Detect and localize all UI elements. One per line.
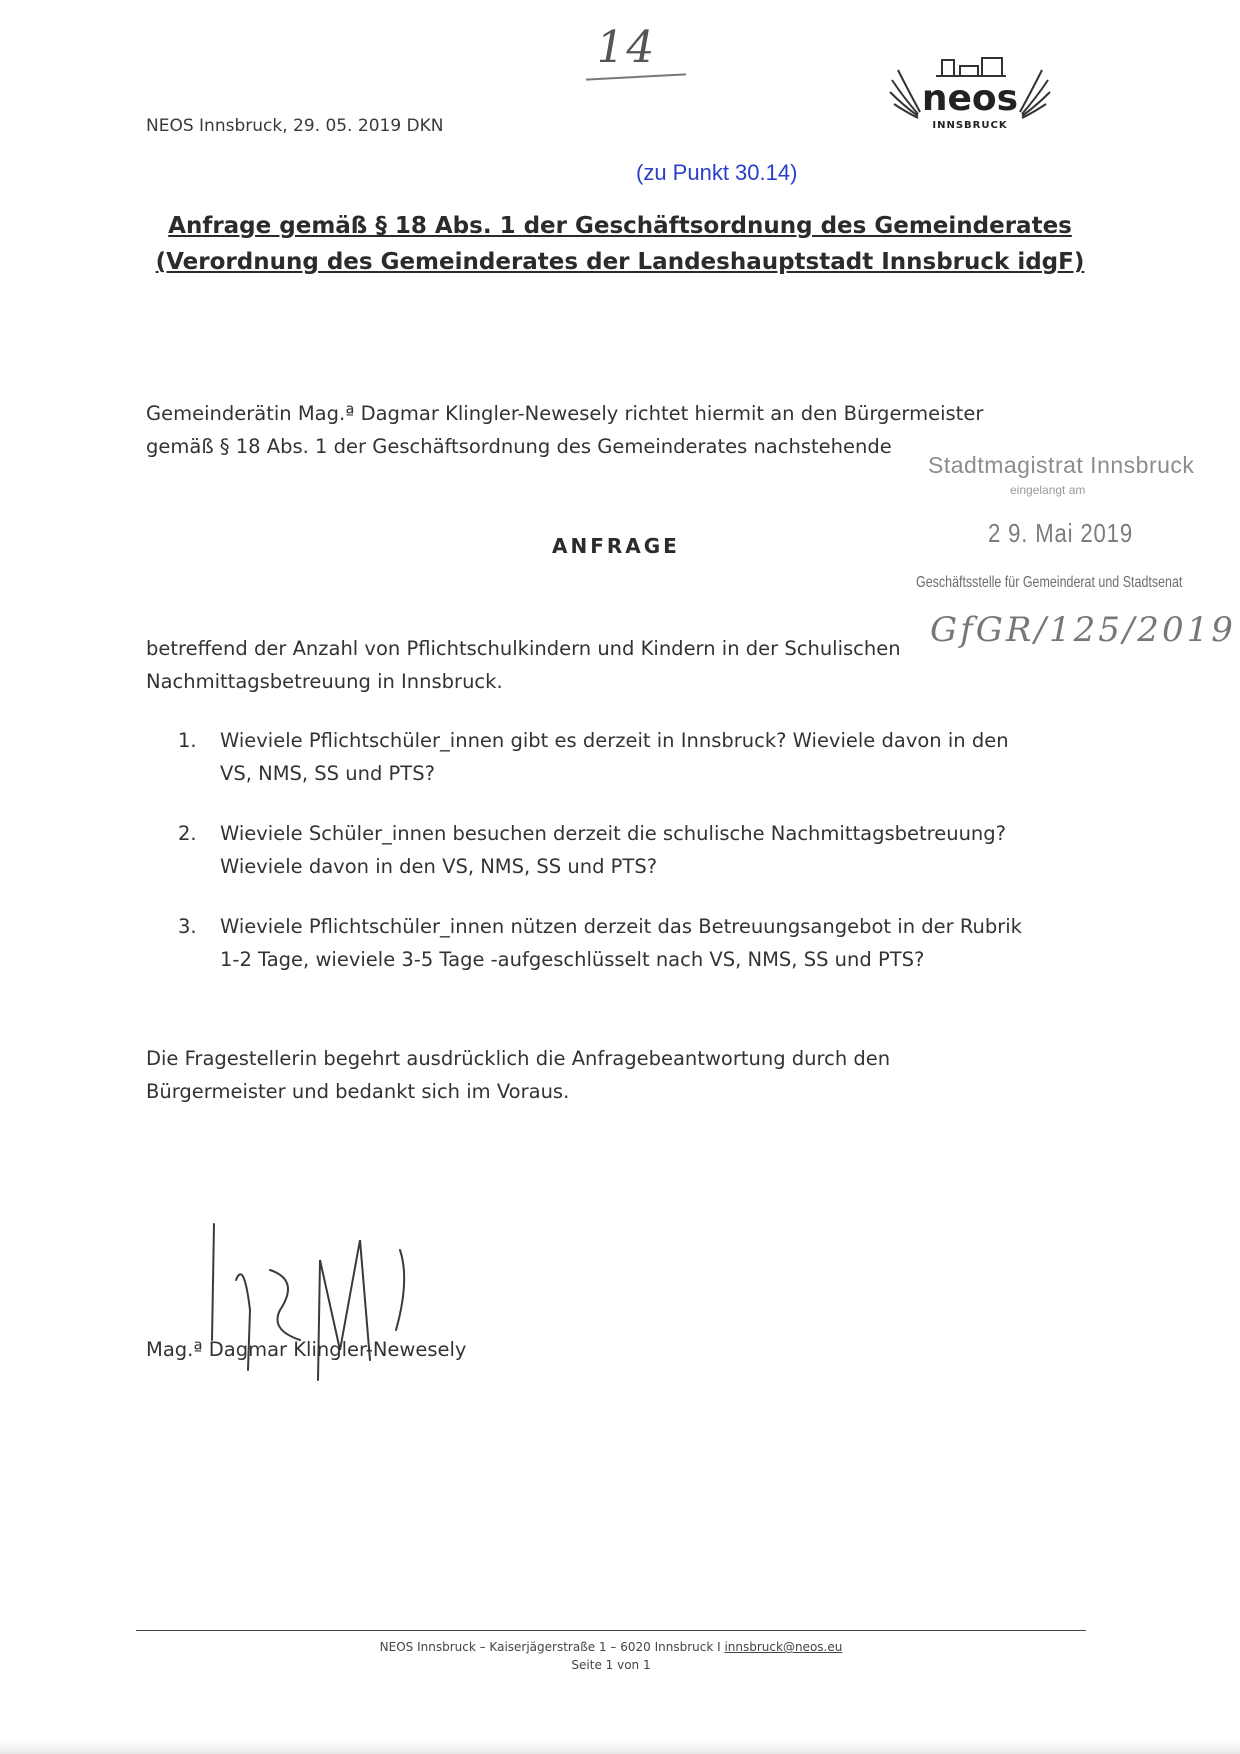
signature-name: Mag.ª Dagmar Klingler-Newesely bbox=[146, 1338, 467, 1361]
question-item bbox=[178, 817, 1078, 883]
question-text bbox=[220, 724, 1070, 790]
stamp-office: Stadtmagistrat Innsbruck bbox=[928, 452, 1195, 478]
question-text bbox=[220, 910, 1070, 976]
logo-wordmark: neos bbox=[921, 78, 1019, 119]
anfrage-heading: ANFRAGE bbox=[552, 534, 680, 558]
question-text bbox=[220, 817, 1070, 883]
footer-email-link[interactable]: innsbruck@neos.eu bbox=[724, 1640, 843, 1654]
question-item bbox=[178, 910, 1078, 976]
neos-logo bbox=[880, 50, 1060, 140]
footer-page-number: Seite 1 von 1 bbox=[571, 1658, 651, 1672]
question-list bbox=[178, 724, 1078, 1003]
handwritten-page-number: 14 bbox=[591, 22, 661, 73]
question-number: 2. bbox=[178, 822, 197, 845]
title-line-1: Anfrage gemäß § 18 Abs. 1 der Geschäftsordnung des Gemeinderates bbox=[168, 213, 1072, 239]
stamp-received-label: eingelangt am bbox=[1010, 483, 1086, 497]
title-line-2: (Verordnung des Gemeinderates der Landeshauptstadt Innsbruck idgF) bbox=[155, 249, 1085, 275]
question-line: VS, NMS, SS und PTS? bbox=[220, 762, 435, 785]
question-item bbox=[178, 724, 1078, 790]
closing-line-2: Bürgermeister und bedankt sich im Voraus. bbox=[146, 1080, 570, 1103]
handwritten-underline bbox=[586, 73, 686, 80]
stamp-handwritten-reference: GfGR/125/2019 bbox=[930, 610, 1236, 650]
question-line: 1-2 Tage, wieviele 3-5 Tage -aufgeschlüsselt nach VS, NMS, SS und PTS? bbox=[220, 948, 925, 971]
stamp-date: 2 9. Mai 2019 bbox=[988, 518, 1133, 548]
question-line: Wieviele Pflichtschüler_innen gibt es derzeit in Innsbruck? Wieviele davon in den bbox=[220, 729, 1009, 752]
regarding-line-2: Nachmittagsbetreuung in Innsbruck. bbox=[146, 670, 503, 693]
question-line: Wieviele Schüler_innen besuchen derzeit die schulische Nachmittagsbetreuung? bbox=[220, 822, 1007, 845]
question-line: Wieviele davon in den VS, NMS, SS und PTS? bbox=[220, 855, 658, 878]
footer-divider bbox=[136, 1630, 1086, 1631]
intro-paragraph bbox=[146, 397, 1046, 463]
agenda-reference: (zu Punkt 30.14) bbox=[636, 160, 798, 185]
question-number: 1. bbox=[178, 729, 197, 752]
regarding-paragraph bbox=[146, 632, 966, 698]
stamp-department: Geschäftsstelle für Gemeinderat und Stadtsenat bbox=[916, 574, 1183, 591]
closing-line-1: Die Fragestellerin begehrt ausdrücklich die Anfragebeantwortung durch den bbox=[146, 1047, 891, 1070]
header-place-date: NEOS Innsbruck, 29. 05. 2019 DKN bbox=[146, 116, 444, 136]
footer-address: NEOS Innsbruck – Kaiserjägerstraße 1 – 6020 Innsbruck I bbox=[379, 1640, 725, 1654]
closing-paragraph bbox=[146, 1042, 1046, 1108]
regarding-line-1: betreffend der Anzahl von Pflichtschulkindern und Kindern in der Schulischen bbox=[146, 637, 901, 660]
document-title bbox=[140, 208, 1100, 280]
logo-subtext: INNSBRUCK bbox=[932, 120, 1008, 131]
question-line: Wieviele Pflichtschüler_innen nützen derzeit das Betreuungsangebot in der Rubrik bbox=[220, 915, 1022, 938]
page-footer bbox=[136, 1638, 1086, 1674]
intro-line-2: gemäß § 18 Abs. 1 der Geschäftsordnung des Gemeinderates nachstehende bbox=[146, 435, 892, 458]
footer-address-line bbox=[136, 1638, 1086, 1656]
question-number: 3. bbox=[178, 915, 197, 938]
scan-edge bbox=[0, 1740, 1240, 1754]
intro-line-1: Gemeinderätin Mag.ª Dagmar Klingler-Newesely richtet hiermit an den Bürgermeister bbox=[146, 402, 984, 425]
